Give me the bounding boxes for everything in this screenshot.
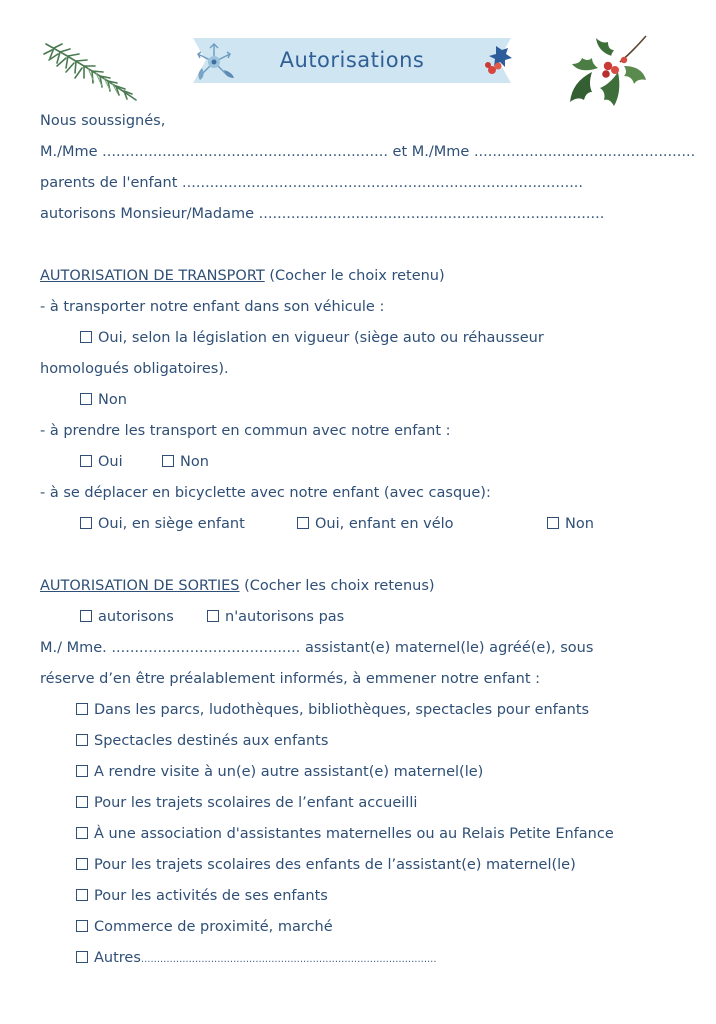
option[interactable]	[547, 516, 594, 532]
option-label: Non	[565, 516, 594, 532]
option[interactable]	[80, 392, 127, 408]
checkbox[interactable]	[76, 858, 88, 870]
option-continuation: homologués obligatoires).	[40, 361, 229, 377]
option-label: Spectacles destinés aux enfants	[94, 733, 329, 749]
outing-option[interactable]	[76, 857, 576, 873]
checkbox[interactable]	[80, 517, 92, 529]
option-label: À une association d'assistantes maternelles ou au Relais Petite Enfance	[94, 826, 614, 842]
page-title: Autorisations	[279, 48, 425, 72]
option-label: Non	[98, 392, 127, 408]
outing-option[interactable]	[76, 795, 417, 811]
label: parents de l'enfant	[40, 175, 183, 191]
assistant-name-line	[40, 206, 604, 222]
checkbox[interactable]	[207, 610, 219, 622]
label: assistant(e) maternel(le) agréé(e), sous	[300, 640, 594, 656]
blank-field[interactable]: .......................................................................................	[182, 175, 584, 191]
assistant-line	[40, 640, 593, 656]
outing-option[interactable]	[76, 702, 589, 718]
option[interactable]	[80, 609, 174, 625]
option-label: Dans les parcs, ludothèques, bibliothèques, spectacles pour enfants	[94, 702, 590, 718]
section-heading: AUTORISATION DE TRANSPORT	[40, 268, 265, 284]
blank-field[interactable]: .........................................	[111, 640, 301, 656]
outing-option[interactable]	[76, 826, 614, 842]
checkbox[interactable]	[76, 703, 88, 715]
checkbox[interactable]	[76, 920, 88, 932]
outing-option[interactable]	[76, 919, 333, 935]
checkbox[interactable]	[76, 827, 88, 839]
option-label: Non	[180, 454, 209, 470]
option-label: Commerce de proximité, marché	[94, 919, 333, 935]
holly-icon	[562, 32, 652, 112]
question: - à transporter notre enfant dans son véhicule :	[40, 299, 385, 315]
checkbox[interactable]	[80, 393, 92, 405]
checkbox[interactable]	[80, 610, 92, 622]
section-hint: (Cocher le choix retenu)	[264, 268, 445, 284]
checkbox[interactable]	[76, 889, 88, 901]
outing-option[interactable]	[76, 764, 483, 780]
option[interactable]	[80, 330, 544, 346]
outing-option[interactable]	[76, 888, 328, 904]
question: - à se déplacer en bicyclette avec notre enfant (avec casque):	[40, 485, 491, 501]
option-label: Autres	[94, 950, 141, 966]
option-label: Oui, selon la législation en vigueur (siège auto ou réhausseur	[98, 330, 544, 346]
section-heading: AUTORISATION DE SORTIES	[40, 578, 240, 594]
option-label: Oui	[98, 454, 123, 470]
parents-names-line	[40, 144, 695, 160]
outing-option[interactable]	[76, 950, 437, 966]
option-label: autorisons	[98, 609, 174, 625]
berries-icon	[482, 42, 518, 78]
option-label: Pour les trajets scolaires des enfants de l’assistant(e) maternel(le)	[94, 857, 576, 873]
label: et M./Mme	[387, 144, 474, 160]
option-label: Pour les trajets scolaires de l’enfant accueilli	[94, 795, 418, 811]
option-label: Pour les activités de ses enfants	[94, 888, 328, 904]
option[interactable]	[80, 454, 123, 470]
checkbox[interactable]	[297, 517, 309, 529]
option-label: Oui, enfant en vélo	[315, 516, 454, 532]
blank-field[interactable]: ...........................................................................	[258, 206, 605, 222]
outing-option[interactable]	[76, 733, 328, 749]
child-name-line	[40, 175, 583, 191]
snowflake-flower-icon	[192, 40, 238, 84]
blank-field[interactable]: ................................................	[473, 144, 696, 160]
blank-field[interactable]: ..............................................................	[102, 144, 388, 160]
pine-branch-icon	[40, 38, 140, 106]
reserve-line: réserve d’en être préalablement informés, à emmener notre enfant :	[40, 671, 541, 687]
checkbox[interactable]	[76, 796, 88, 808]
question: - à prendre les transport en commun avec notre enfant :	[40, 423, 451, 439]
checkbox[interactable]	[76, 734, 88, 746]
checkbox[interactable]	[162, 455, 174, 467]
intro-line: Nous soussignés,	[40, 113, 166, 129]
label: autorisons Monsieur/Madame	[40, 206, 259, 222]
option-label: Oui, en siège enfant	[98, 516, 245, 532]
option-label: A rendre visite à un(e) autre assistant(e) maternel(le)	[94, 764, 484, 780]
checkbox[interactable]	[80, 331, 92, 343]
checkbox[interactable]	[547, 517, 559, 529]
option[interactable]	[80, 516, 245, 532]
transport-heading-line	[40, 268, 445, 284]
option-label: n'autorisons pas	[225, 609, 345, 625]
label: M./Mme	[40, 144, 103, 160]
label: M./ Mme.	[40, 640, 112, 656]
option[interactable]	[297, 516, 454, 532]
sorties-heading-line	[40, 578, 435, 594]
checkbox[interactable]	[76, 765, 88, 777]
option[interactable]	[207, 609, 344, 625]
blank-field[interactable]: .............................................................................................	[140, 954, 437, 965]
checkbox[interactable]	[76, 951, 88, 963]
option[interactable]	[162, 454, 209, 470]
section-hint: (Cocher les choix retenus)	[239, 578, 435, 594]
checkbox[interactable]	[80, 455, 92, 467]
